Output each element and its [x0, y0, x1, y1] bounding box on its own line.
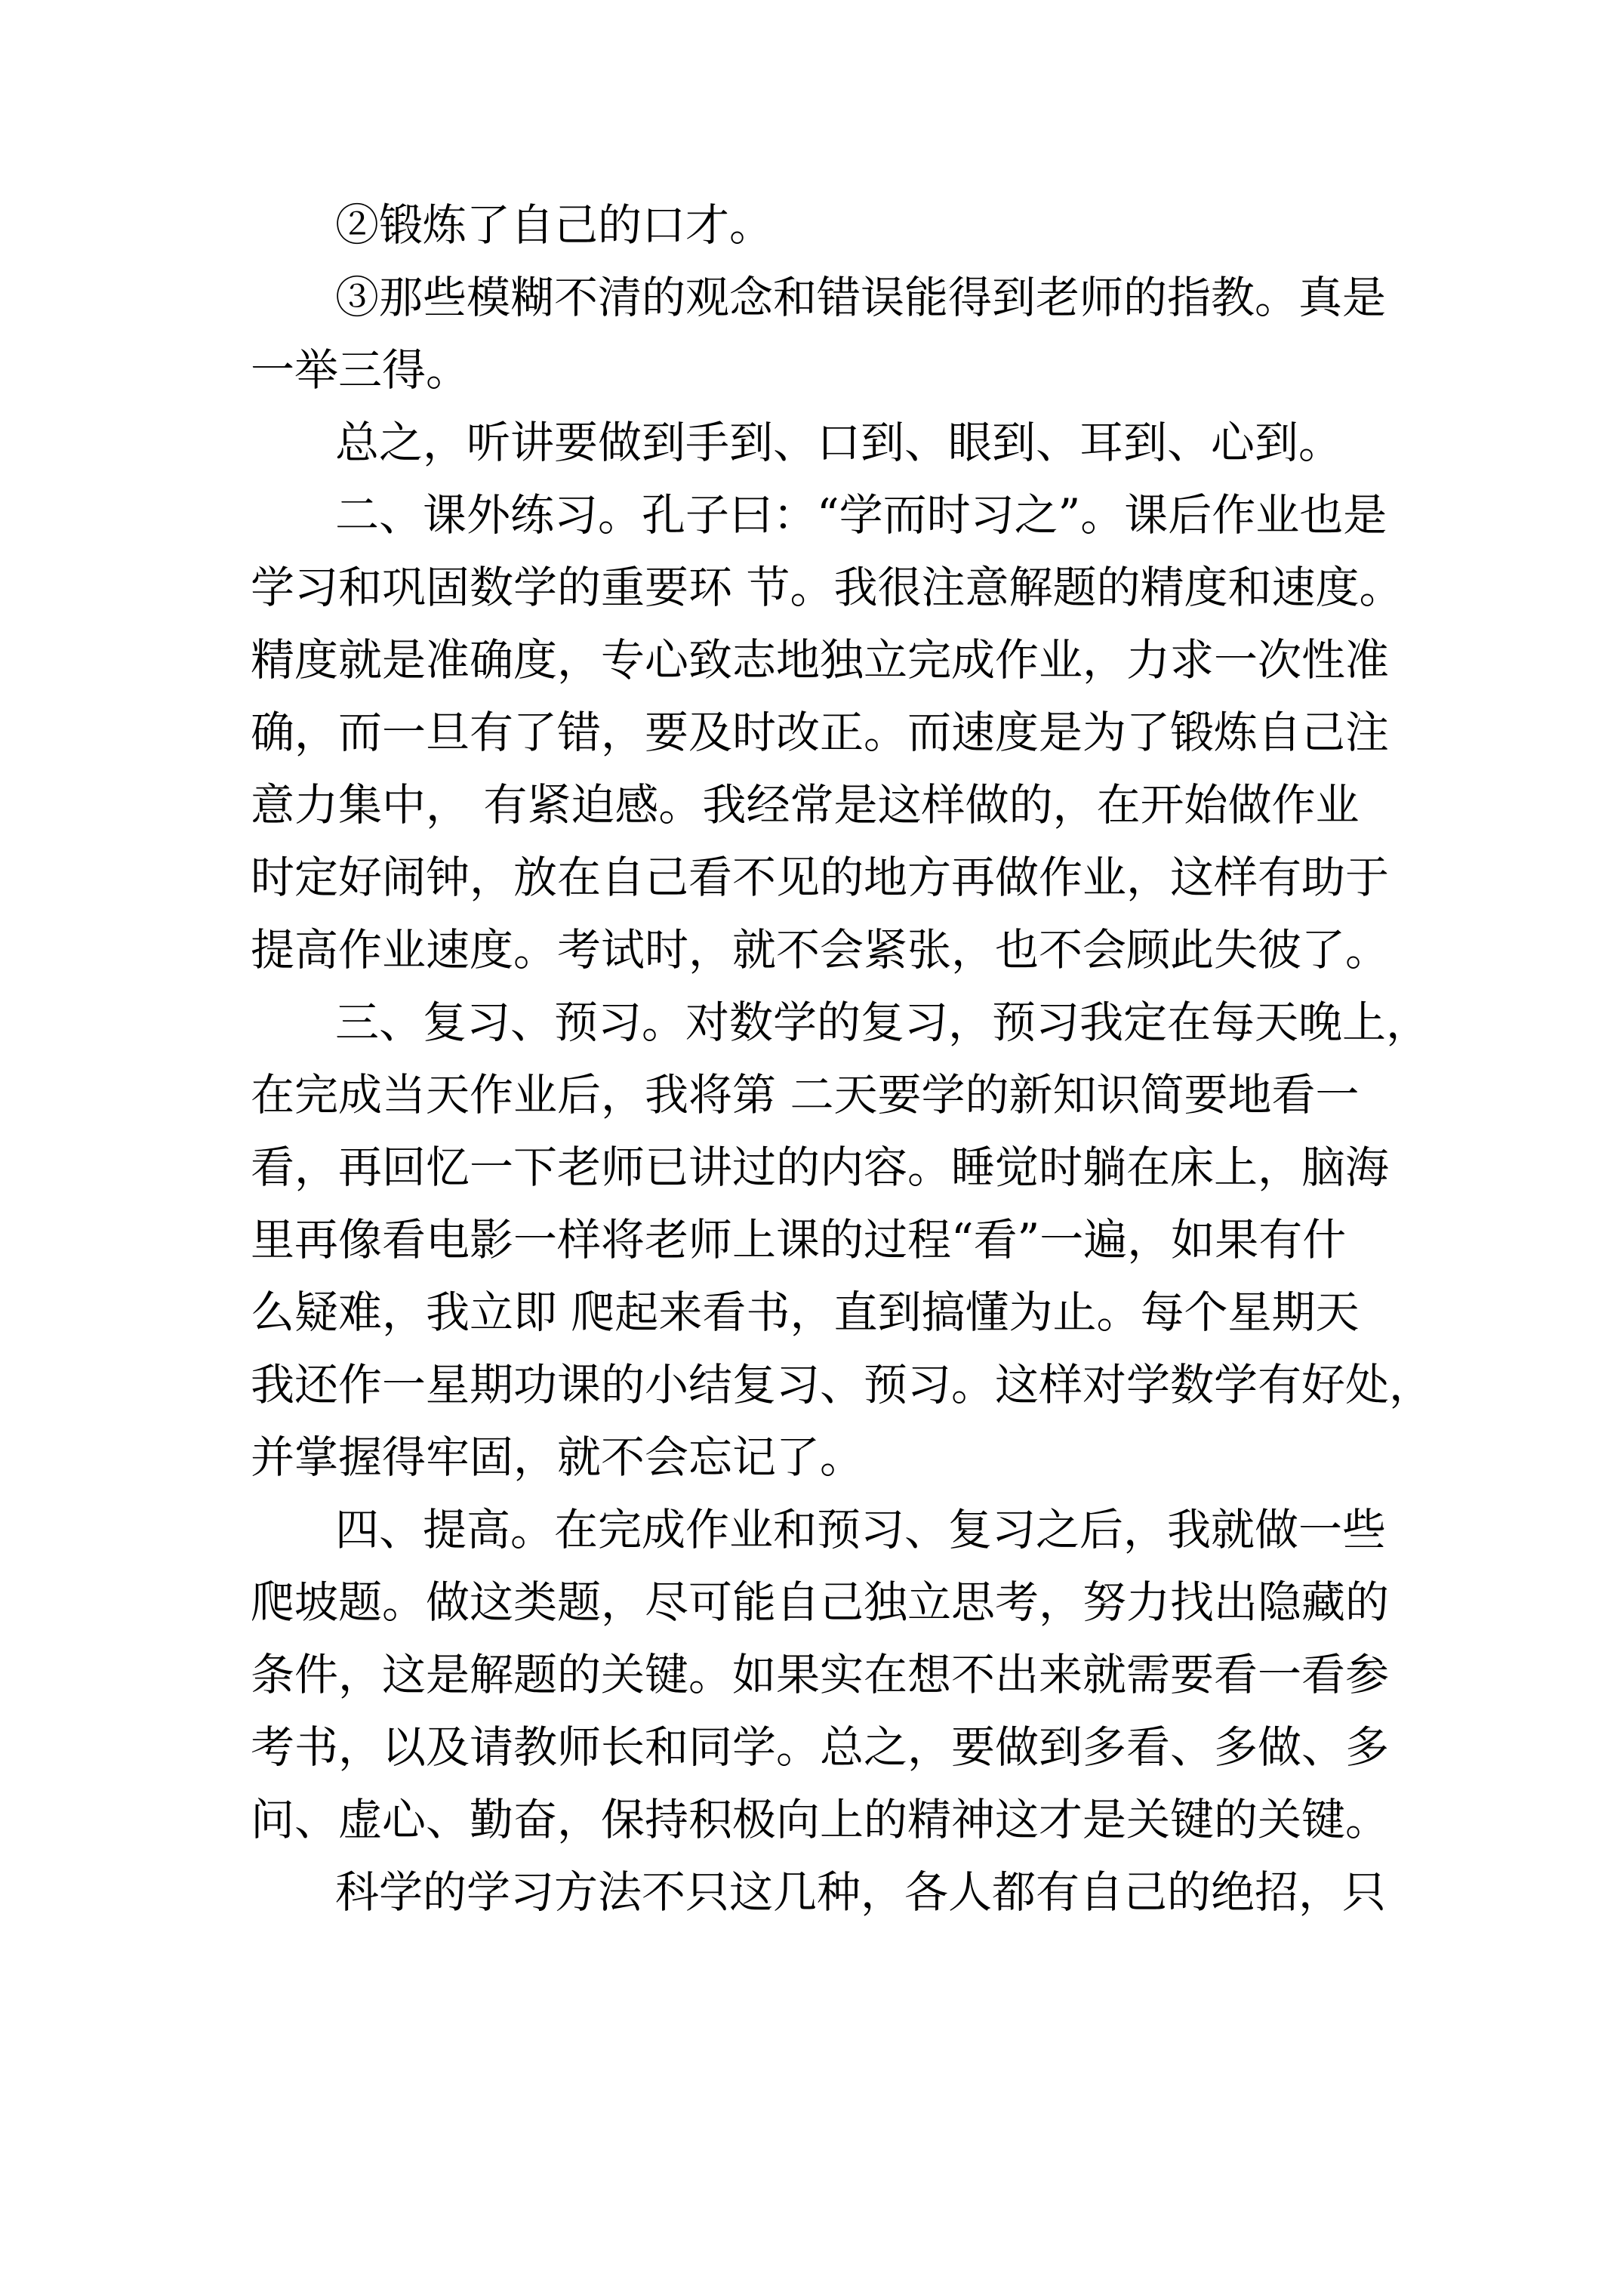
text-line: 并掌握得牢固，就不会忘记了。 [251, 1432, 864, 1483]
text-line: 我还作一星期功课的小结复习、预习。这样对学数学有好处， [251, 1359, 1434, 1410]
text-line: 看，再回忆一下老师已讲过的内容。睡觉时躺在床上，脑海 [251, 1142, 1390, 1193]
text-line: 科学的学习方法不只这几种，各人都有自己的绝招，只 [335, 1866, 1387, 1918]
text-line: 里再像看电影一样将老师上课的过程“看”一遍，如果有什 [251, 1214, 1347, 1265]
text-line: 二、课外练习。孔子曰：“学而时习之”。课后作业也是 [335, 489, 1387, 541]
text-line: 问、虚心、勤奋，保持积极向上的精神这才是关键的关键。 [251, 1794, 1390, 1845]
text-line: 提高作业速度。考试时，就不会紧张，也不会顾此失彼了。 [251, 924, 1390, 975]
text-line: 条件，这是解题的关键。如果实在想不出来就需要看一看参 [251, 1649, 1390, 1700]
text-line: 精度就是准确度，专心致志地独立完成作业，力求一次性准 [251, 634, 1390, 686]
text-line: 么疑难，我立即 爬起来看书，直到搞懂为止。每个星期天 [251, 1287, 1360, 1338]
document-body [251, 189, 1434, 1928]
text-line: 总之，听讲要做到手到、口到、眼到、耳到、心到。 [335, 417, 1343, 468]
text-line: 四、提高。在完成作业和预习、复习之后，我就做一些 [335, 1504, 1387, 1555]
text-line: ②锻炼了自己的口才。 [335, 199, 774, 251]
text-line: 一举三得。 [251, 344, 470, 396]
text-line: 确，而一旦有了错，要及时改正。而速度是为了锻炼自己注 [251, 707, 1390, 758]
text-line: 时定好闹钟，放在自己看不见的地方再做作业，这样有助于 [251, 852, 1390, 903]
text-line: ③那些模糊不清的观念和错误能得到老师的指教。真是 [335, 272, 1387, 323]
text-line: 三、复习、预习。对数学的复习，预习我定在每天晚上， [335, 997, 1431, 1048]
text-line: 意力集中， 有紧迫感。我经常是这样做的，在开始做作业 [251, 779, 1360, 831]
text-line: 考书，以及请教师长和同学。总之，要做到多看、多做、多 [251, 1721, 1390, 1773]
text-line: 在完成当天作业后，我将第 二天要学的新知识简要地看一 [251, 1069, 1360, 1120]
text-line: 爬坡题。做这类题，尽可能自己独立思考，努力找出隐藏的 [251, 1576, 1390, 1628]
text-line: 学习和巩固数学的重要环 节。我很注意解题的精度和速度。 [251, 562, 1403, 613]
